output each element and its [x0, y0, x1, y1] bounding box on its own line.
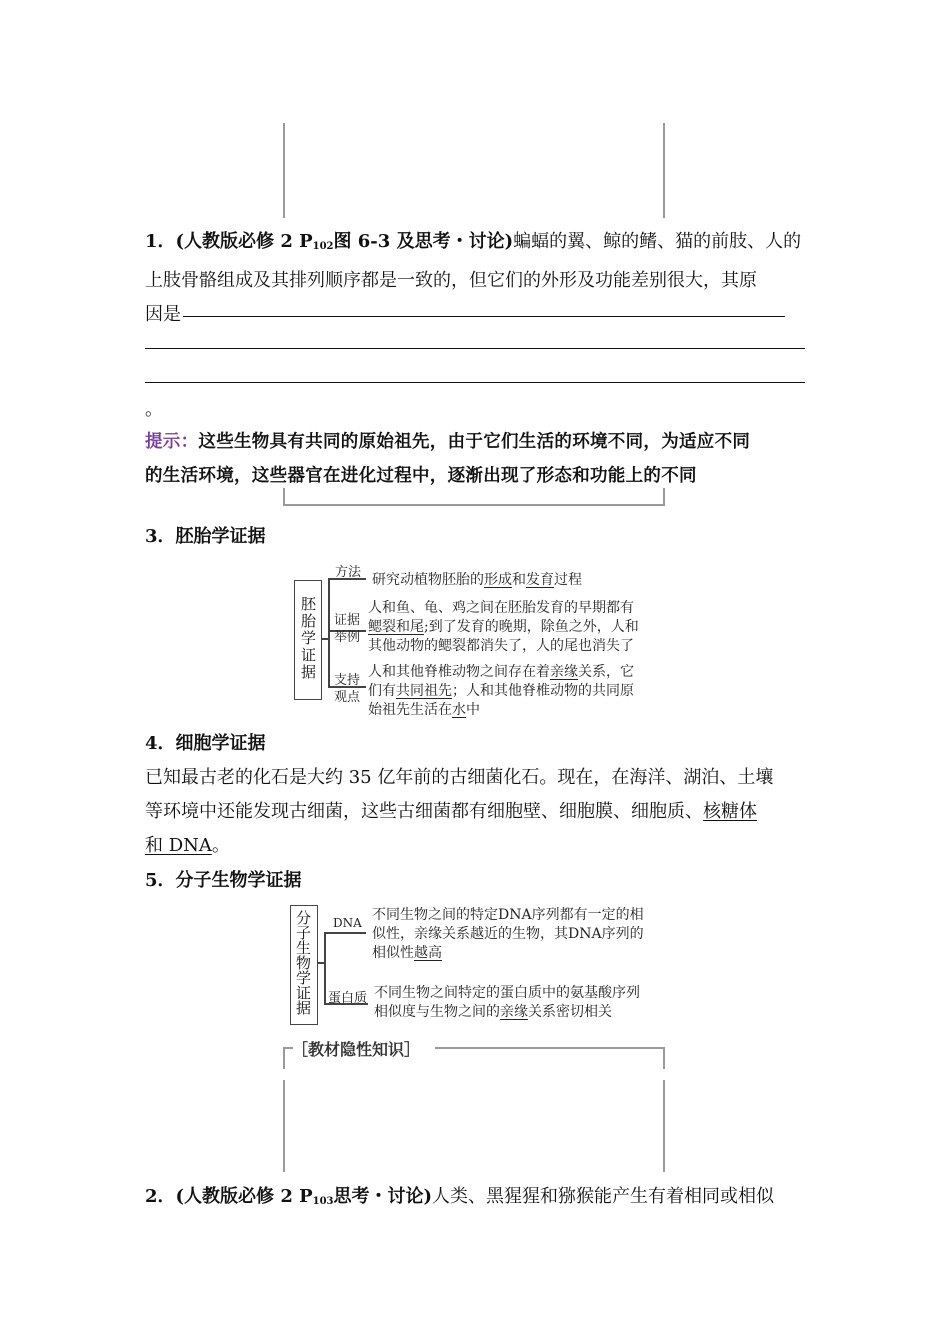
question-2 [145, 1180, 774, 1219]
support-text: 人和其他脊椎动物之间存在着亲缘关系，它 们有共同祖先；人和其他脊椎动物的共同原 始祖先生活在水中 [368, 664, 634, 718]
section-5-heading: 5．分子生物学证据 [145, 870, 302, 891]
evidence-label: 证据 举例 [334, 613, 361, 645]
hk-frame-right-top [663, 1047, 665, 1069]
answer-end-mark: 。 [145, 399, 163, 420]
hidden-knowledge-title: ［教材隐性知识］ [292, 1040, 421, 1059]
dna-text: 不同生物之间的特定DNA序列都有一定的相 似性，亲缘关系越近的生物，其DNA序列的 相似性越高 [372, 907, 644, 961]
protein-text: 不同生物之间特定的蛋白质中的氨基酸序列 相似度与生物之间的亲缘关系密切相关 [374, 985, 640, 1020]
support-label: 支持 观点 [334, 673, 361, 705]
embryology-box-label: 胚胎学证据 [299, 596, 317, 681]
frame-left-top [283, 123, 285, 218]
frame-right-top [663, 123, 665, 218]
section-4-line-2: 等环境中还能发现古细菌，这些古细菌都有细胞壁、细胞膜、细胞质、核糖体 [145, 801, 757, 822]
hk-frame-left [283, 1080, 285, 1172]
hint-line-2: 的生活环境，这些器官在进化过程中，逐渐出现了形态和功能上的不同 [145, 466, 697, 486]
frame-bottom-line [283, 504, 665, 506]
evidence-text: 人和鱼、龟、鸡之间在胚胎发育的早期都有 鳃裂和尾;到了发育的晚期，除鱼之外，人和 其他动物的鳃裂都消失了，人的尾也消失了 [368, 600, 639, 654]
question-1-source: (人教版必修 2 $P_{102}$图 6-3 及思考・讨论) [175, 231, 514, 252]
question-1-line-1 [145, 225, 801, 264]
question-1-line-3: 因是 [145, 304, 181, 325]
mol-connector-dna [324, 932, 366, 934]
hk-frame-right [663, 1080, 665, 1172]
question-2-number: 2． [145, 1186, 176, 1207]
section-4-line-1: 已知最古老的化石是大约 35 亿年前的古细菌化石。现在，在海洋、湖泊、土壤 [145, 767, 774, 788]
protein-label: 蛋白质 [328, 991, 368, 1006]
section-4-heading: 4．细胞学证据 [145, 733, 266, 754]
answer-blank-2 [145, 348, 805, 349]
molecular-box-label: 分子生物学证据 [294, 910, 312, 1015]
question-1-number: 1． [145, 231, 176, 252]
question-2-text: 人类、黑猩猩和猕猴能产生有着相同或相似 [432, 1186, 775, 1207]
question-1-line-2: 上肢骨骼组成及其排列顺序都是一致的，但它们的外形及功能差别很大，其原 [145, 270, 757, 291]
section-4-line-3: 和 DNA。 [145, 835, 230, 856]
hk-frame-top-right [435, 1047, 665, 1049]
dna-label: DNA [333, 916, 362, 930]
mol-connector-vertical [324, 932, 326, 1004]
answer-blank-3 [145, 382, 805, 383]
hint-line-1: 提示：这些生物具有共同的原始祖先，由于它们生活的环境不同，为适应不同 [145, 432, 751, 452]
method-text: 研究动植物胚胎的形成和发育过程 [372, 572, 582, 588]
method-label: 方法 [335, 565, 362, 580]
connector-vertical [328, 578, 330, 686]
hint-label: 提示： [145, 432, 199, 452]
question-1-text: 蝙蝠的翼、鲸的鳍、猫的前肢、人的 [513, 231, 802, 252]
question-2-source: (人教版必修 2 $P_{103}$思考・讨论) [175, 1186, 433, 1207]
section-3-heading: 3．胚胎学证据 [145, 526, 266, 547]
answer-blank-1 [183, 316, 785, 317]
section-4-body [145, 761, 773, 863]
hk-frame-left-top [283, 1047, 285, 1069]
hint-block [145, 425, 750, 493]
